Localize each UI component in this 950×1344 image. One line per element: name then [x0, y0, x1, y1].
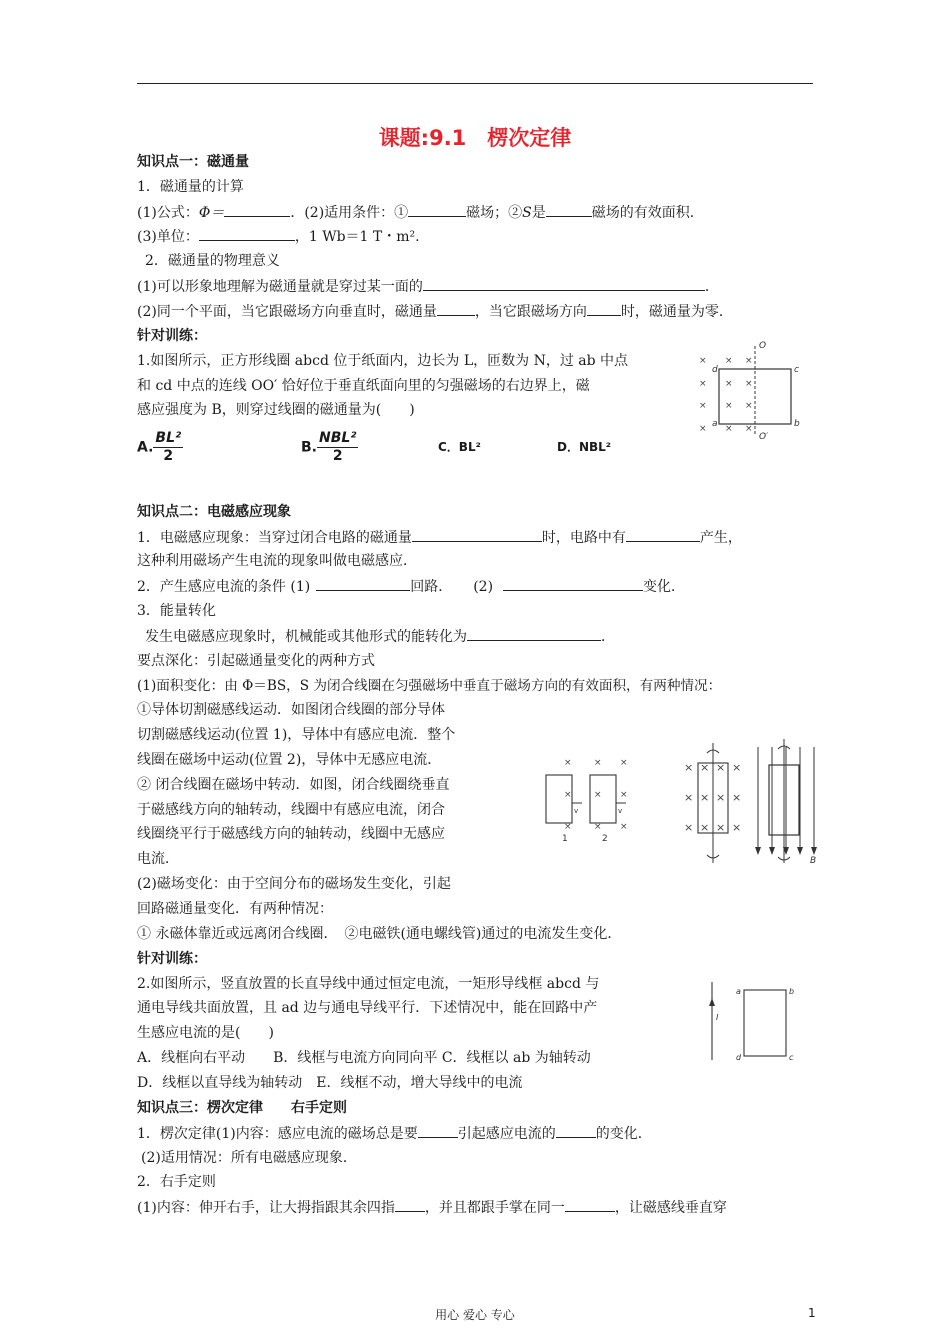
blank-flux-change	[412, 527, 542, 542]
position-2-label: 2	[602, 834, 608, 844]
practice2-q-line2: 通电导线共面放置，且 ad 边与通电导线平行．下述情况中，能在回路中产	[137, 1000, 598, 1016]
blank-area-type	[546, 202, 592, 217]
svg-text:×: ×	[700, 761, 710, 774]
svg-text:b: b	[789, 987, 795, 996]
page-number: 1	[808, 1306, 816, 1320]
svg-text:×: ×	[732, 791, 742, 804]
blank-closed-loop	[316, 576, 410, 591]
section2-line12: 于磁感线方向的轴转动，线圈中有感应电流，闭合	[137, 802, 445, 818]
svg-text:×: ×	[716, 821, 726, 834]
footer-text: 用心 爱心 专心	[435, 1308, 515, 1322]
blank-unit	[199, 226, 295, 241]
svg-text:×: ×	[699, 356, 707, 366]
svg-text:×: ×	[564, 758, 572, 768]
section2-line11: ② 闭合线圈在磁场中转动．如图，闭合线圈绕垂直	[137, 777, 450, 793]
figure-rotating-coil-perpendicular	[684, 743, 741, 863]
section2-line5: 发生电磁感应现象时，机械能或其他形式的能转化为 ．	[145, 626, 615, 647]
section2-line7: (1)面积变化：由 Φ＝BS，S 为闭合线圈在匀强磁场中垂直于磁场方向的有效面积，有两种情况：	[137, 678, 722, 694]
label-b: b	[794, 419, 800, 429]
blank-formula	[224, 202, 290, 217]
section1-line1: 1．磁通量的计算	[137, 179, 244, 195]
blank-flux	[503, 576, 643, 591]
section2-line1: 1．电磁感应现象：当穿过闭合电路的磁通量 时，电路中有 产生，	[137, 527, 742, 548]
figure-square-coil	[695, 338, 813, 443]
label-current: I	[716, 1013, 719, 1022]
section2-line4: 3．能量转化	[137, 603, 216, 619]
svg-text:×: ×	[684, 791, 694, 804]
section2-line8: ①导体切割磁感线运动．如图闭合线圈的部分导体	[137, 702, 445, 718]
svg-text:×: ×	[700, 821, 710, 834]
section2-line13: 线圈绕平行于磁感线方向的轴转动，线圈中无感应	[137, 826, 445, 842]
blank-max	[437, 301, 475, 316]
svg-text:×: ×	[745, 356, 753, 366]
section3-heading: 知识点三：楞次定律 右手定则	[137, 1100, 347, 1116]
section2-line10: 线圈在磁场中运动(位置 2)，导体中无感应电流．	[137, 752, 442, 768]
svg-text:×: ×	[732, 761, 742, 774]
svg-text:v: v	[574, 807, 579, 815]
practice2-options-line2: D．线框以直导线为轴转动 E．线框不动，增大导线中的电流	[137, 1075, 523, 1091]
label-c: c	[794, 365, 799, 375]
section3-line4: (1)内容：伸开右手，让大拇指跟其余四指 ，并且都跟手掌在同一 ，让磁感线垂直穿	[137, 1197, 727, 1218]
svg-text:×: ×	[684, 821, 694, 834]
blank-field-type	[408, 202, 466, 217]
position-1-label: 1	[562, 834, 568, 844]
option-a: A. $\frac{\text{BL²}}{2}$	[137, 430, 182, 464]
practice2-q-line1: 2.如图所示，竖直放置的长直导线中通过恒定电流，一矩形导线框 abcd 与	[137, 976, 600, 992]
section3-line3: 2．右手定则	[137, 1174, 216, 1190]
svg-text:×: ×	[716, 791, 726, 804]
section1-line6: (2)同一个平面，当它跟磁场方向垂直时，磁通量 ，当它跟磁场方向 时，磁通量为零．	[137, 301, 733, 322]
section2-line6: 要点深化：引起磁通量变化的两种方式	[137, 653, 375, 669]
svg-text:×: ×	[745, 401, 753, 411]
section2-line17: ① 永磁体靠近或远离闭合线圈． ②电磁铁(通电螺线管)通过的电流发生变化．	[137, 926, 622, 942]
practice2-q-line3: 生感应电流的是( )	[137, 1025, 274, 1041]
section3-line1: 1．楞次定律(1)内容：感应电流的磁场总是要 引起感应电流的 的变化．	[137, 1123, 652, 1144]
svg-text:v: v	[618, 807, 623, 815]
practice1-heading: 针对训练：	[137, 328, 207, 344]
section1-line5: (1)可以形象地理解为磁通量就是穿过某一面的 ．	[137, 276, 719, 297]
blank-flux-law	[556, 1123, 596, 1138]
svg-text:×: ×	[725, 401, 733, 411]
section2-line16: 回路磁通量变化．有两种情况：	[137, 901, 333, 917]
svg-text:×: ×	[699, 424, 707, 434]
figure-wire-and-frame	[700, 980, 800, 1062]
blank-parallel	[587, 301, 621, 316]
svg-text:×: ×	[732, 821, 742, 834]
blank-perpendicular	[395, 1197, 425, 1212]
practice1-q-line3: 感应强度为 B，则穿过线圈的磁通量为( )	[137, 402, 415, 418]
svg-text:×: ×	[699, 379, 707, 389]
svg-text:×: ×	[700, 791, 710, 804]
svg-text:×: ×	[620, 822, 628, 832]
svg-text:×: ×	[564, 790, 572, 800]
option-b: B. $\frac{\text{NBL²}}{2}$	[301, 430, 357, 464]
svg-text:×: ×	[725, 356, 733, 366]
section2-line9: 切割磁感线运动(位置 1)，导体中有感应电流．整个	[137, 727, 456, 743]
option-d: D．NBL²	[557, 440, 612, 454]
label-d: d	[712, 365, 718, 375]
figure-moving-coil	[546, 758, 628, 844]
section3-line2: (2)适用情况：所有电磁感应现象．	[141, 1150, 357, 1166]
section1-heading: 知识点一：磁通量	[137, 154, 249, 170]
section2-line3: 2．产生感应电流的条件 (1) 回路． (2) 变化．	[137, 576, 685, 597]
blank-current	[626, 527, 700, 542]
label-o: O	[759, 341, 767, 351]
svg-text:×: ×	[725, 379, 733, 389]
page-title: 课题:9.1 楞次定律	[378, 126, 572, 150]
practice1-q-line1: 1.如图所示，正方形线圈 abcd 位于纸面内，边长为 L，匝数为 N，过 ab 中点	[137, 353, 629, 369]
blank-meaning	[423, 276, 705, 291]
label-b-field: B	[810, 856, 817, 866]
practice2-heading: 针对训练：	[137, 951, 207, 967]
section1-line4: 2．磁通量的物理意义	[145, 253, 280, 269]
field-cross-marks	[699, 356, 753, 434]
blank-plane	[565, 1197, 615, 1212]
svg-text:d: d	[736, 1053, 742, 1062]
svg-text:×: ×	[594, 758, 602, 768]
svg-text:×: ×	[620, 790, 628, 800]
figure-rotating-coil-parallel	[755, 739, 817, 866]
section2-line2: 这种利用磁场产生电流的现象叫做电磁感应．	[137, 553, 417, 569]
section2-line15: (2)磁场变化：由于空间分布的磁场发生变化，引起	[137, 876, 451, 892]
svg-text:×: ×	[745, 379, 753, 389]
svg-text:×: ×	[745, 424, 753, 434]
svg-text:×: ×	[684, 761, 694, 774]
svg-text:×: ×	[620, 758, 628, 768]
svg-text:×: ×	[716, 761, 726, 774]
option-c: C．BL²	[438, 440, 481, 454]
header-rule	[137, 83, 813, 84]
svg-text:a: a	[736, 987, 741, 996]
svg-text:×: ×	[699, 401, 707, 411]
label-a: a	[712, 419, 718, 429]
blank-energy	[467, 626, 601, 641]
practice1-q-line2: 和 cd 中点的连线 OO′ 恰好位于垂直纸面向里的匀强磁场的右边界上，磁	[137, 378, 590, 394]
label-o-prime: O′	[759, 432, 769, 442]
frame-abcd	[744, 990, 786, 1056]
svg-text:×: ×	[564, 822, 572, 832]
figure-induction-cases	[536, 735, 826, 870]
practice2-options-line1: A．线框向右平动 B．线框与电流方向同向平 C．线框以 ab 为轴转动	[137, 1050, 591, 1066]
svg-text:×: ×	[725, 424, 733, 434]
svg-text:c: c	[789, 1053, 794, 1062]
section1-line2: (1)公式：Φ＝ ．(2)适用条件：① 磁场；②S是 磁场的有效面积．	[137, 202, 704, 223]
svg-text:×: ×	[594, 790, 602, 800]
section2-heading: 知识点二：电磁感应现象	[137, 504, 291, 520]
blank-oppose	[418, 1123, 458, 1138]
section1-line3: (3)单位： ，1 Wb＝1 T・m².	[137, 226, 420, 247]
section2-line14: 电流．	[137, 851, 179, 867]
svg-text:×: ×	[594, 822, 602, 832]
